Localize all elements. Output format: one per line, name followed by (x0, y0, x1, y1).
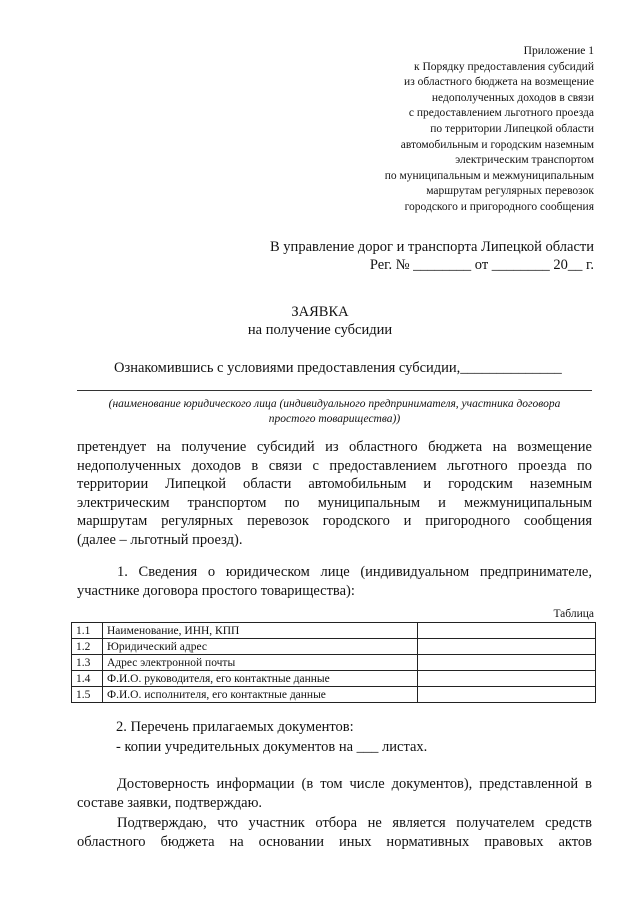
table-row (72, 623, 596, 639)
appendix-line: с предоставлением льготного проезда (408, 107, 594, 120)
row-number: 1.5 (72, 687, 103, 703)
applicant-name-line (77, 390, 592, 391)
claim-paragraph (77, 438, 592, 550)
paragraph-line: маршрутам регулярных перевозок городского и пригородного сообщения (77, 513, 592, 530)
row-value-cell[interactable] (418, 687, 596, 703)
paragraph-line: Достоверность информации (в том числе документов), представленной в (117, 776, 592, 792)
row-number: 1.2 (72, 639, 103, 655)
row-value-cell[interactable] (418, 671, 596, 687)
appendix-line: недополученных доходов в связи (431, 91, 594, 104)
applicant-caption: (наименование юридического лица (индивидуального предпринимателя, участника договора (108, 398, 561, 410)
section2-heading (116, 718, 592, 737)
table-label: Таблица (553, 608, 594, 620)
table-row (72, 639, 596, 655)
row-name: Адрес электронной почты (103, 655, 418, 671)
appendix-line: автомобильным и городским наземным (400, 138, 594, 151)
section1-heading (77, 563, 592, 600)
paragraph-line: 2. Перечень прилагаемых документов: (116, 719, 354, 735)
paragraph-line: составе заявки, подтверждаю. (77, 794, 263, 811)
appendix-line: электрическим транспортом (455, 154, 594, 167)
appendix-line: по муниципальным и межмуниципальным (384, 169, 594, 182)
appendix-line: по территории Липецкой области (430, 122, 594, 135)
row-name: Юридический адрес (103, 639, 418, 655)
applicant-info-table (71, 622, 596, 703)
paragraph-line: Подтверждаю, что участник отбора не является получателем средств (117, 815, 592, 831)
intro-text: Ознакомившись с условиями предоставления субсидии,______________ (114, 360, 562, 376)
row-number: 1.3 (72, 655, 103, 671)
paragraph-line: участнике договора простого товарищества): (77, 582, 355, 599)
paragraph-line: территории Липецкой области автомобильным и городским наземным (77, 476, 592, 493)
row-number: 1.1 (72, 623, 103, 639)
section2-item (116, 738, 592, 757)
paragraph-line: (далее – льготный проезд). (77, 531, 243, 548)
appendix-header (314, 44, 594, 216)
row-value-cell[interactable] (418, 639, 596, 655)
row-number: 1.4 (72, 671, 103, 687)
row-name: Наименование, ИНН, КПП (103, 623, 418, 639)
paragraph-line: электрическим транспортом по муниципальным и межмуниципальным (77, 494, 592, 511)
appendix-line: городского и пригородного сообщения (404, 200, 594, 213)
paragraph-line: претендует на получение субсидий из областного бюджета на возмещение (77, 439, 592, 455)
confirmation-paragraph (77, 814, 592, 851)
addressee-line: В управление дорог и транспорта Липецкой области (270, 239, 594, 255)
registration-line: Рег. № ________ от ________ 20__ г. (369, 257, 594, 273)
applicant-caption: простого товарищества)) (268, 413, 401, 425)
row-name: Ф.И.О. руководителя, его контактные данные (103, 671, 418, 687)
appendix-line: маршрутам регулярных перевозок (426, 185, 594, 198)
table-row (72, 655, 596, 671)
paragraph-line: - копии учредительных документов на ___ листах. (116, 739, 428, 755)
appendix-line: Приложение 1 (523, 45, 594, 57)
paragraph-line: 1. Сведения о юридическом лице (индивидуальном предпринимателе, (117, 564, 592, 580)
table-row (72, 687, 596, 703)
appendix-line: к Порядку предоставления субсидий (414, 60, 594, 73)
row-value-cell[interactable] (418, 655, 596, 671)
paragraph-line: областного бюджета на основании иных нормативных правовых актов (77, 833, 592, 850)
appendix-line: из областного бюджета на возмещение (404, 76, 594, 89)
row-value-cell[interactable] (418, 623, 596, 639)
document-subtitle: на получение субсидии (247, 322, 393, 338)
paragraph-line: недополученных доходов в связи с предоставлением льготного проезда по (77, 457, 592, 474)
reliability-paragraph (77, 775, 592, 812)
addressee-block (174, 238, 594, 274)
table-row (72, 671, 596, 687)
document-title: ЗАЯВКА (291, 304, 349, 320)
row-name: Ф.И.О. исполнителя, его контактные данные (103, 687, 418, 703)
